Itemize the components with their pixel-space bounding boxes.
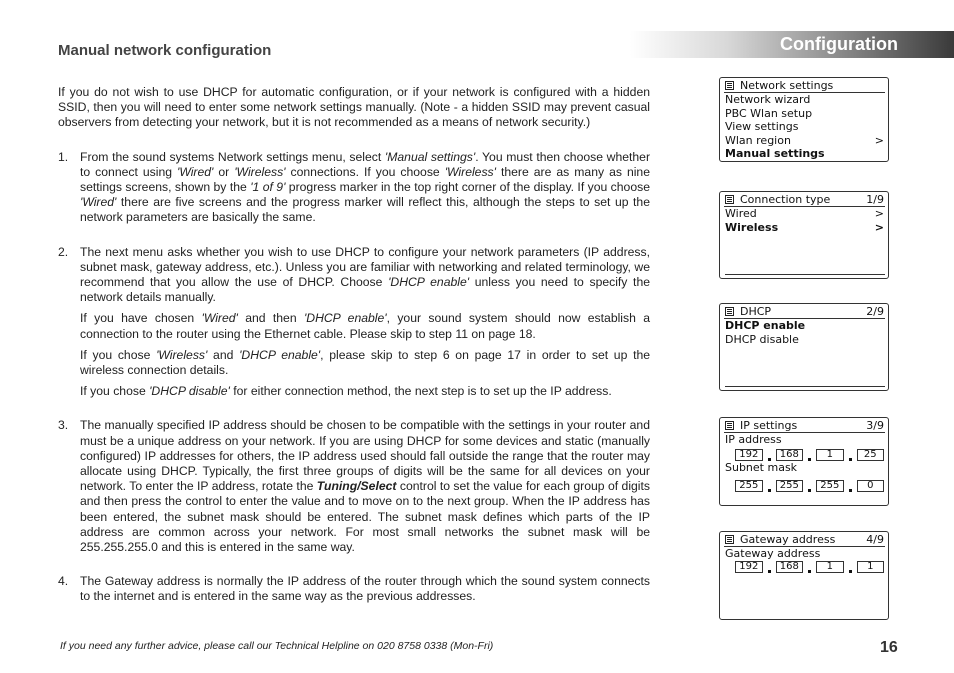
lcd-menu-item: Wired >	[725, 207, 884, 220]
mask-octet: 255	[816, 480, 844, 492]
chevron-right-icon: >	[874, 207, 884, 220]
lcd-menu-item: PBC Wlan setup	[725, 106, 813, 120]
step-1	[58, 150, 650, 226]
lcd-divider	[725, 274, 885, 275]
step-number: 1.	[58, 149, 69, 164]
step-number: 2.	[58, 244, 69, 259]
lcd-menu-item: Wlan region >	[725, 133, 884, 147]
lcd-title: IP settings	[740, 418, 798, 432]
lcd-progress: 3/9	[866, 418, 884, 432]
lcd-header	[724, 192, 885, 207]
ip-octet: 1	[816, 449, 844, 461]
menu-icon	[725, 81, 734, 90]
lcd-header	[724, 532, 885, 547]
step-number: 3.	[58, 418, 69, 433]
menu-icon	[725, 307, 734, 316]
step-subparagraph: If you chose 'Wireless' and 'DHCP enable', please skip to step 6 on page 17 in order to set up the wireless connection details.	[80, 347, 651, 378]
gateway-octet: 1	[857, 561, 885, 573]
lcd-progress: 4/9	[866, 532, 884, 546]
lcd-title: Gateway address	[740, 532, 836, 546]
lcd-menu-item-selected: DHCP enable	[725, 319, 806, 332]
helpline-footer: If you need any further advice, please call our Technical Helpline on 020 8758 0338 (Mon-Fri)	[60, 640, 494, 652]
lcd-header	[724, 78, 885, 93]
chevron-right-icon: >	[874, 133, 884, 147]
chevron-right-icon: >	[874, 220, 884, 234]
lcd-menu-item: DHCP disable	[725, 332, 799, 346]
step-text: From the sound systems Network settings menu, select 'Manual settings'. You must then choose whether to connect using 'Wired' or 'Wireless' connections. If you choose 'Wireless' there are as many as nine settings screens, shown by the '1 of 9' progress marker in the top right corner of the display. If you choose 'Wired' there are five screens and the progress marker will reflect this, although the steps to set up the network parameters are basically the same.	[80, 149, 651, 225]
lcd-header	[724, 418, 885, 433]
step-text: The next menu asks whether you wish to use DHCP to configure your network parameters (IP address, subnet mask, gateway address, etc.). Unless you are familiar with networking and related terminology, we recommend that you allow the use of DHCP. Choose 'DHCP enable' unless you need to specify the network details manually.	[80, 244, 650, 305]
section-title: Manual network configuration	[58, 42, 272, 59]
lcd-title: DHCP	[740, 304, 772, 318]
lcd-gateway	[719, 531, 889, 620]
ip-octet: 25	[857, 449, 885, 461]
lcd-title: Network settings	[740, 78, 834, 92]
step-4	[58, 574, 650, 604]
step-3	[58, 418, 650, 555]
mask-octet: 255	[776, 480, 804, 492]
mask-octet: 0	[857, 480, 885, 492]
lcd-menu-item: View settings	[725, 120, 799, 133]
gateway-octet: 1	[816, 561, 844, 573]
step-text: The Gateway address is normally the IP address of the router through which the sound system connects to the internet and is entered in the same way as the previous addresses.	[80, 574, 650, 604]
menu-icon	[725, 535, 734, 544]
chapter-title: Configuration	[780, 34, 898, 54]
lcd-ip-settings	[719, 417, 889, 506]
lcd-progress: 2/9	[866, 304, 884, 318]
lcd-header	[724, 304, 885, 319]
step-text: The manually specified IP address should be chosen to be compatible with the settings in your router and must be a unique address on your network. If you are using DHCP for some devices and static (manually configured) IP addresses for others, the IP address used should fall outside the range that the router may allocate using DHCP. Typically, the first three groups of digits will be the same for all devices on your network. To enter the IP address, rotate the Tuning/Select control to set the value for each group of digits and then press the control to enter the value and to move on to the next group. When the IP address has been entered, the subnet mask should be entered. The subnet mask defines which parts of the IP address are common across your network. For most small networks the subnet mask will be 255.255.255.0 and this is entered in the same way.	[80, 418, 650, 555]
step-number: 4.	[58, 574, 69, 589]
ip-address-label: IP address	[725, 433, 782, 446]
gateway-fields	[735, 559, 884, 573]
ip-octet: 168	[776, 449, 804, 461]
gateway-octet: 192	[735, 561, 763, 573]
body-text	[58, 85, 650, 624]
lcd-menu-item: Network wizard	[725, 93, 811, 106]
menu-icon	[725, 195, 734, 204]
subnet-mask-label: Subnet mask	[725, 460, 798, 474]
lcd-connection-type	[719, 191, 889, 279]
lcd-menu-item-selected: Wireless >	[725, 220, 884, 234]
lcd-dhcp	[719, 303, 889, 391]
lcd-divider	[725, 386, 885, 387]
menu-icon	[725, 421, 734, 430]
page-number: 16	[880, 639, 898, 656]
lcd-network-settings	[719, 77, 889, 162]
lcd-progress: 1/9	[866, 192, 884, 206]
step-2	[58, 245, 650, 400]
lcd-menu-item-selected: Manual settings	[725, 147, 825, 160]
subnet-mask-fields	[735, 478, 884, 492]
ip-octet: 192	[735, 449, 763, 461]
gateway-octet: 168	[776, 561, 804, 573]
ip-address-fields	[735, 447, 884, 461]
chapter-banner	[630, 31, 954, 58]
lcd-title: Connection type	[740, 192, 831, 206]
gateway-label: Gateway address	[725, 547, 821, 560]
step-subparagraph: If you have chosen 'Wired' and then 'DHCP enable', your sound system should now establish a connection to the router using the Ethernet cable. Please skip to step 11 on page 18.	[80, 311, 650, 341]
intro-paragraph: If you do not wish to use DHCP for automatic configuration, or if your network is configured with a hidden SSID, then you will need to enter some network settings manually. (Note - a hidden SSID may prevent casual observers from detecting your network, but it is not recommended as a means of network security.)	[58, 85, 650, 130]
mask-octet: 255	[735, 480, 763, 492]
step-subparagraph: If you chose 'DHCP disable' for either connection method, the next step is to set up the IP address.	[80, 384, 612, 399]
